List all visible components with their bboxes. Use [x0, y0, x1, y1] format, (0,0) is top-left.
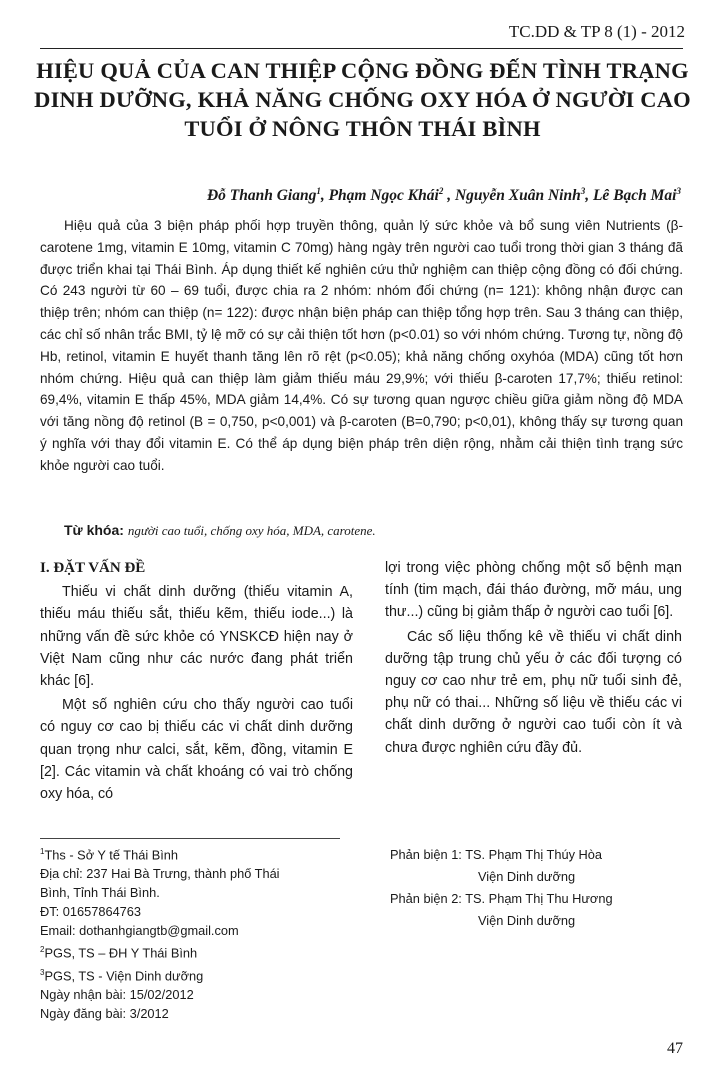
author: Nguyễn Xuân Ninh$^3$, [454, 186, 593, 205]
keywords [64, 522, 683, 539]
section-heading: I. ĐẶT VẤN ĐỀ [40, 560, 146, 576]
footnote-affiliation-3: $^3$PGS, TS - Viện Dinh dưỡng [40, 967, 204, 983]
footnote-rule [40, 838, 340, 839]
paragraph: Các số liệu thống kê về thiếu vi chất dinh dưỡng tập trung chủ yếu ở các đối tượng có nguy cơ cao như trẻ em, phụ nữ tuổi sinh đẻ, phụ nữ có thai... Những số liệu về thiếu các vi chất dinh dưỡng ở người cao tuổi còn ít và chưa được nghiên cứu đầy đủ. [385, 628, 682, 756]
abstract: Hiệu quả của 3 biện pháp phối hợp truyền thông, quản lý sức khỏe và bổ sung viên Nutrients (β-carotene 1mg, vitamin E 10mg, vitamin C 70mg) hàng ngày trên người cao tuổi trong thời gian 3 tháng đã được triển khai tại Thái Bình. Áp dụng thiết kế nghiên cứu thử nghiệm can thiệp cộng đồng có đối chứng. Có 243 người từ 60 – 69 tuổi, được chia ra 2 nhóm: nhóm đối chứng (n= 121): không nhận được can thiệp trên; nhóm can thiệp (n= 122): được nhận biện pháp can thiệp tổng hợp trên. Sau 3 tháng can thiệp, các chỉ số nhân trắc BMI, tỷ lệ mỡ có sự cải thiện tốt hơn (p<0.01) so với nhóm chứng. Tương tự, nồng độ Hb, retinol, vitamin E huyết thanh tăng lên rõ rệt (p<0.05); khả năng chống oxyhóa (MDA) cũng tốt hơn nhóm chứng. Hiệu quả can thiệp làm giảm thiếu máu 29,9%; với thiếu β-caroten 17,7%; thiếu retinol: 69,4%, vitamin E thấp 45%, MDA giảm 14,4%. Có sự tương quan ngược chiều giữa giảm nồng độ MDA với tăng nồng độ retinol (B = 0,750, p<0,001) và β-caroten (B=0,790; p<0,01), không thấy sự tương quan ý nghĩa với thay đổi vitamin E. Có thể áp dụng biện pháp trên diện rộng, nhằm cải thiện tình trạng sức khỏe người cao tuổi. [40, 218, 683, 473]
paragraph: lợi trong việc phòng chống một số bệnh mạn tính (tim mạch, đái tháo đường, mỡ máu, ung thư...) cũng bị giảm thấp ở người cao tuổi [6]. [385, 560, 682, 621]
author: Đỗ Thanh Giang$^1$, [206, 186, 329, 205]
paragraph: Một số nghiên cứu cho thấy người cao tuổi có nguy cơ cao bị thiếu các vi chất dinh dưỡng quan trọng như calci, sắt, kẽm, đồng, vitamin E [2]. Các vitamin và chất khoáng có vai trò chống oxy hóa, có [40, 697, 353, 803]
author: Phạm Ngọc Khái$^2$ , [328, 186, 455, 205]
running-head: TC.DD & TP 8 (1) - 2012 [508, 22, 685, 41]
header-rule [40, 48, 683, 49]
footnote-phone: ĐT: 01657864763 [40, 904, 142, 920]
footnote-address: Địa chỉ: 237 Hai Bà Trưng, thành phố Thái [40, 866, 280, 882]
reviewer-1: Phản biện 1: TS. Phạm Thị Thúy Hòa [390, 847, 603, 862]
footnote-published-date: Ngày đăng bài: 3/2012 [40, 1005, 169, 1021]
keywords-label: Từ khóa: [64, 522, 124, 538]
left-column [40, 557, 353, 807]
page-number: 47 [667, 1040, 683, 1057]
keywords-text: người cao tuổi, chống oxy hóa, MDA, carotene. [127, 523, 376, 538]
reviewer-2-affiliation: Viện Dinh dưỡng [478, 913, 576, 928]
reviewers [390, 844, 613, 932]
right-column [385, 557, 682, 761]
author: Lê Bạch Mai$^3$ [592, 186, 681, 205]
footnote-address: Bình, Tỉnh Thái Bình. [40, 885, 160, 901]
footnotes [40, 842, 370, 1023]
reviewer-1-affiliation: Viện Dinh dưỡng [478, 869, 576, 884]
author-list [207, 186, 681, 205]
reviewer-2: Phản biện 2: TS. Phạm Thị Thu Hương [390, 891, 613, 906]
article-title: HIỆU QUẢ CỦA CAN THIỆP CỘNG ĐỒNG ĐẾN TÌNH TRẠNG DINH DƯỠNG, KHẢ NĂNG CHỐNG OXY HÓA Ở NGƯỜI CAO TUỔI Ở NÔNG THÔN THÁI BÌNH [34, 58, 691, 141]
footnote-received-date: Ngày nhận bài: 15/02/2012 [40, 986, 194, 1002]
footnote-email: Email: dothanhgiangtb@gmail.com [40, 923, 239, 939]
paragraph: Thiếu vi chất dinh dưỡng (thiếu vitamin A, thiếu máu thiếu sắt, thiếu kẽm, thiếu iode...) là những vấn đề sức khỏe có YNSKCĐ hiện nay ở Việt Nam cũng như các nước đang phát triển khác [6]. [40, 584, 353, 690]
footnote-affiliation-2: $^2$PGS, TS – ĐH Y Thái Bình [40, 945, 198, 961]
footnote-affiliation-1: $^1$Ths - Sở Y tế Thái Bình [40, 847, 179, 863]
